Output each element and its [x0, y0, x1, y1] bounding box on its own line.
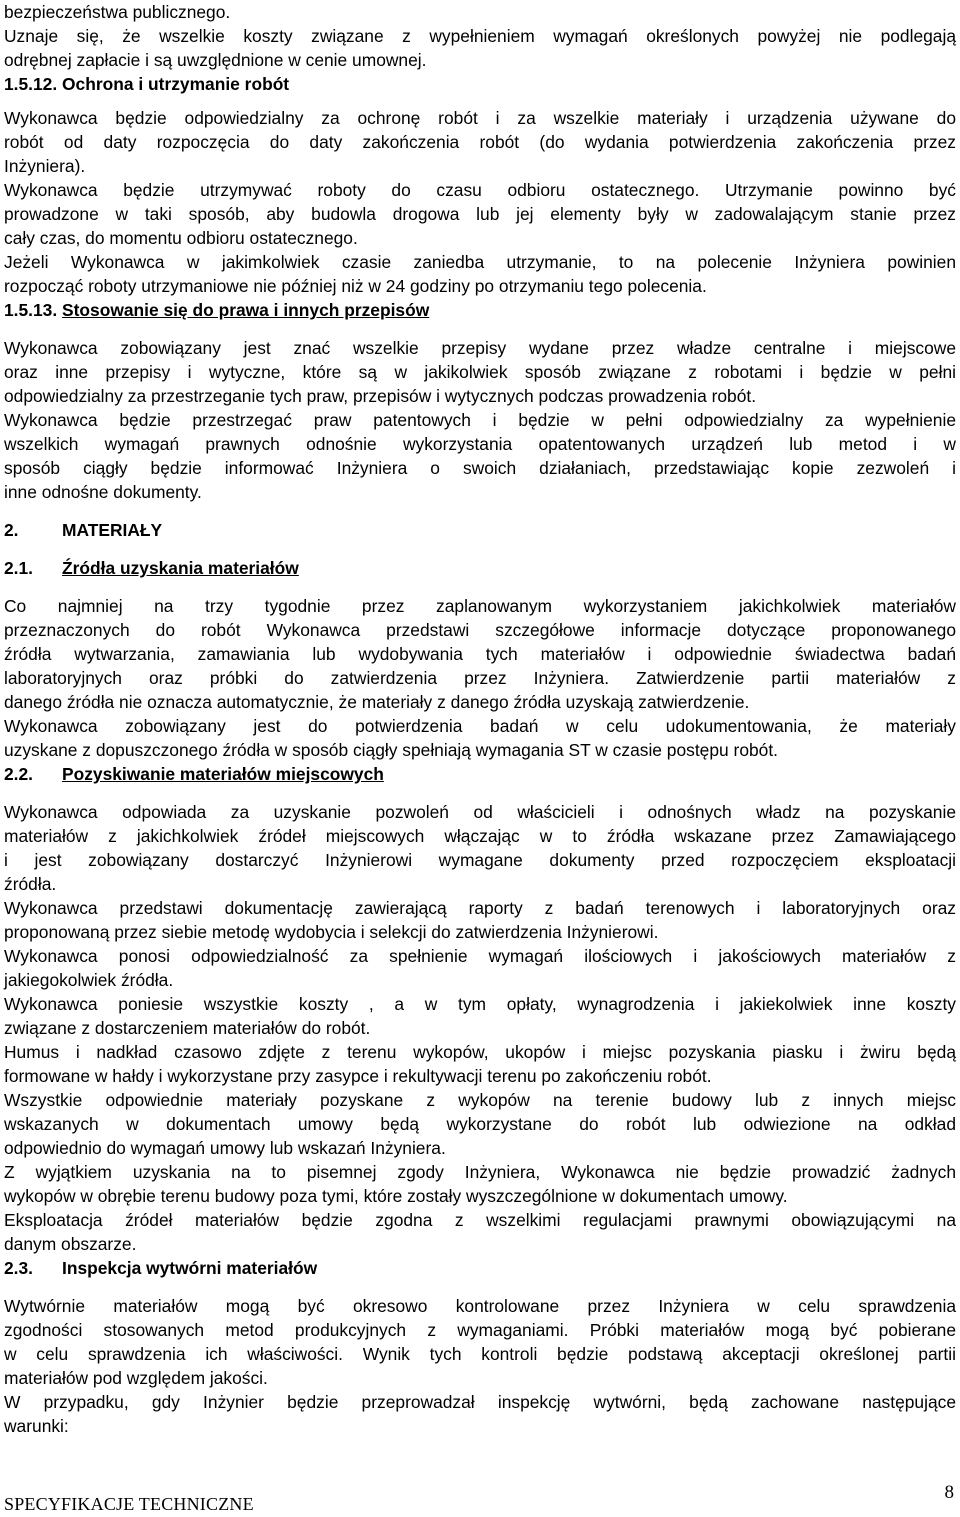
section-heading-2-3	[4, 1256, 956, 1280]
section-title: MATERIAŁY	[62, 520, 163, 540]
section-title: Pozyskiwanie materiałów miejscowych	[62, 764, 384, 784]
paragraph-line: Co najmniej na trzy tygodnie przez zaplanowanym wykorzystaniem jakichkolwiek materiałów	[4, 596, 956, 616]
paragraph-line: Wykonawca zobowiązany jest do potwierdzenia badań w celu udokumentowania, że materiały	[4, 716, 956, 736]
paragraph-line: związane z dostarczeniem materiałów do robót.	[4, 1018, 371, 1038]
section-number: 1.5.12.	[4, 74, 58, 94]
paragraph-line: Humus i nadkład czasowo zdjęte z terenu wykopów, ukopów i miejsc pozyskania piasku i żwiru będą	[4, 1042, 956, 1062]
paragraph-line: Wszystkie odpowiednie materiały pozyskane z wykopów na terenie budowy lub z innych miejsc	[4, 1090, 956, 1110]
footer-title: SPECYFIKACJE TECHNICZNE	[4, 1494, 254, 1514]
paragraph-line: warunki:	[4, 1416, 69, 1436]
section-number: 2.2.	[4, 764, 34, 784]
paragraph-line: Wykonawca będzie przestrzegać praw patentowych i będzie w pełni odpowiedzialny za wypełnienie	[4, 410, 956, 430]
paragraph-line: formowane w hałdy i wykorzystane przy zasypce i rekultywacji terenu po zakończeniu robót.	[4, 1066, 712, 1086]
section-heading-1-5-12	[4, 72, 956, 96]
section-number: 2.1.	[4, 558, 34, 578]
paragraph-line: laboratoryjnych oraz próbki do zatwierdzenia przez Inżyniera. Zatwierdzenie partii materiałów z	[4, 668, 956, 688]
paragraph-line: odrębnej zapłacie i są uwzględnione w cenie umownej.	[4, 50, 427, 70]
paragraph-line: Uznaje się, że wszelkie koszty związane z wypełnieniem wymagań określonych powyżej nie podlegają	[4, 26, 956, 46]
paragraph-line: Z wyjątkiem uzyskania na to pisemnej zgody Inżyniera, Wykonawca nie będzie prowadzić żadnych	[4, 1162, 956, 1182]
paragraph-line: wykopów w obrębie terenu budowy poza tymi, które zostały wyszczególnione w dokumentach umowy.	[4, 1186, 788, 1206]
paragraph-line: Wykonawca będzie utrzymywać roboty do czasu odbioru ostatecznego. Utrzymanie powinno być	[4, 180, 956, 200]
section-number: 1.5.13.	[4, 300, 58, 320]
section-heading-2	[4, 518, 956, 542]
paragraph-line: Wytwórnie materiałów mogą być okresowo kontrolowane przez Inżyniera w celu sprawdzenia	[4, 1296, 956, 1316]
section-heading-2-1	[4, 556, 956, 580]
paragraph-line: wskazanych w dokumentach umowy będą wykorzystane do robót lub odwiezione na odkład	[4, 1114, 956, 1134]
section-heading-1-5-13	[4, 298, 956, 322]
document-page	[4, 0, 956, 1438]
paragraph-line: oraz inne przepisy i wytyczne, które są w jakikolwiek sposób związane z robotami i będzie w pełni	[4, 362, 956, 382]
section-number: 2.3.	[4, 1258, 34, 1278]
section-title: Źródła uzyskania materiałów	[62, 558, 299, 578]
paragraph-line: Wykonawca będzie odpowiedzialny za ochronę robót i za wszelkie materiały i urządzenia używane do	[4, 108, 956, 128]
paragraph-line: zgodności stosowanych metod produkcyjnych z wymaganiami. Próbki materiałów mogą być pobierane	[4, 1320, 956, 1340]
paragraph-line: Wykonawca ponosi odpowiedzialność za spełnienie wymagań ilościowych i jakościowych materiałów z	[4, 946, 956, 966]
section-title: Inspekcja wytwórni materiałów	[62, 1258, 318, 1278]
paragraph-line: Wykonawca odpowiada za uzyskanie pozwoleń od właścicieli i odnośnych władz na pozyskanie	[4, 802, 956, 822]
paragraph-line: danym obszarze.	[4, 1234, 137, 1254]
page-number: 8	[944, 1482, 954, 1503]
paragraph-line: odpowiedzialny za przestrzeganie tych praw, przepisów i wytycznych podczas prowadzenia robót.	[4, 386, 757, 406]
paragraph-line: rozpocząć roboty utrzymaniowe nie później niż w 24 godziny po otrzymaniu tego polecenia.	[4, 276, 707, 296]
paragraph-line: przeznaczonych do robót Wykonawca przedstawi szczegółowe informacje dotyczące proponowanego	[4, 620, 956, 640]
paragraph-line: Wykonawca poniesie wszystkie koszty , a w tym opłaty, wynagrodzenia i jakiekolwiek inne koszty	[4, 994, 956, 1014]
paragraph-line: proponowaną przez siebie metodę wydobycia i selekcji do zatwierdzenia Inżynierowi.	[4, 922, 659, 942]
paragraph-line: W przypadku, gdy Inżynier będzie przeprowadzał inspekcję wytwórni, będą zachowane następujące	[4, 1392, 956, 1412]
paragraph-line: źródła.	[4, 874, 57, 894]
paragraph-line: Jeżeli Wykonawca w jakimkolwiek czasie zaniedba utrzymanie, to na polecenie Inżyniera powinien	[4, 252, 956, 272]
section-title: Stosowanie się do prawa i innych przepisów	[62, 300, 430, 320]
paragraph-line: Wykonawca zobowiązany jest znać wszelkie przepisy wydane przez władze centralne i miejscowe	[4, 338, 956, 358]
paragraph-line: jakiegokolwiek źródła.	[4, 970, 174, 990]
section-number: 2.	[4, 520, 19, 540]
paragraph-line: Wykonawca przedstawi dokumentację zawierającą raporty z badań terenowych i laboratoryjnych oraz	[4, 898, 956, 918]
section-heading-2-2	[4, 762, 956, 786]
paragraph-line: prowadzone w taki sposób, aby budowla drogowa lub jej elementy były w zadowalającym stanie przez	[4, 204, 956, 224]
paragraph-line: inne odnośne dokumenty.	[4, 482, 202, 502]
paragraph-line: i jest zobowiązany dostarczyć Inżynierowi wymagane dokumenty przed rozpoczęciem eksploatacji	[4, 850, 956, 870]
paragraph-line: bezpieczeństwa publicznego.	[4, 2, 231, 22]
paragraph-line: Eksploatacja źródeł materiałów będzie zgodna z wszelkimi regulacjami prawnymi obowiązującymi na	[4, 1210, 956, 1230]
paragraph-line: sposób ciągły będzie informować Inżyniera o swoich działaniach, przedstawiając kopie zezwoleń i	[4, 458, 956, 478]
paragraph-line: odpowiednio do wymagań umowy lub wskazań Inżyniera.	[4, 1138, 446, 1158]
paragraph-line: źródła wytwarzania, zamawiania lub wydobywania tych materiałów i odpowiednie świadectwa badań	[4, 644, 956, 664]
paragraph-line: robót od daty rozpoczęcia do daty zakończenia robót (do wydania potwierdzenia zakończenia przez	[4, 132, 956, 152]
paragraph-line: materiałów pod względem jakości.	[4, 1368, 268, 1388]
paragraph-line: cały czas, do momentu odbioru ostatecznego.	[4, 228, 358, 248]
paragraph-line: materiałów z jakichkolwiek źródeł miejscowych włączając w to źródła wskazane przez Zamawiającego	[4, 826, 956, 846]
paragraph-line: Inżyniera).	[4, 156, 86, 176]
paragraph-line: uzyskane z dopuszczonego źródła w sposób ciągły spełniają wymagania ST w czasie postępu robót.	[4, 740, 778, 760]
paragraph-line: wszelkich wymagań prawnych odnośnie wykorzystania opatentowanych urządzeń lub metod i w	[4, 434, 956, 454]
section-title: Ochrona i utrzymanie robót	[62, 74, 290, 94]
paragraph-line: w celu sprawdzenia ich właściwości. Wynik tych kontroli będzie podstawą akceptacji określonej partii	[4, 1344, 956, 1364]
paragraph-line: danego źródła nie oznacza automatycznie, że materiały z danego źródła uzyskają zatwierdzenie.	[4, 692, 750, 712]
